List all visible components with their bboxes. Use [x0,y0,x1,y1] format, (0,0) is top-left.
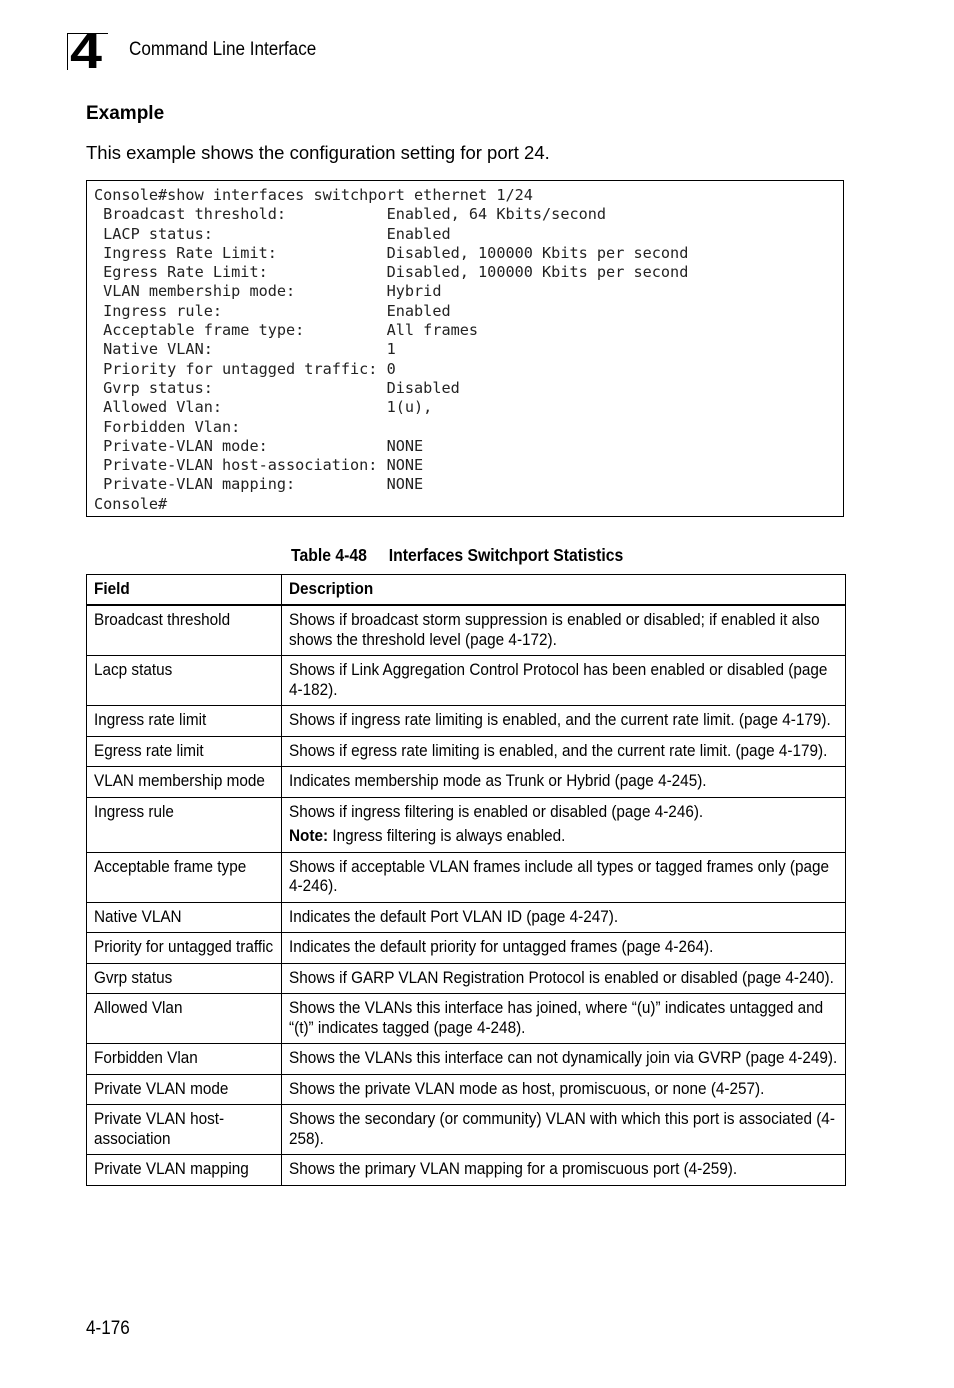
description-cell: Shows if acceptable VLAN frames include all types or tagged frames only (page 4-246). [282,852,846,902]
code-line: Console# [94,494,168,513]
table-row [87,963,846,994]
chapter-title: Command Line Interface [129,39,317,60]
note-text: Ingress filtering is always enabled. [328,826,566,845]
table-row [87,994,846,1044]
code-example [86,180,844,517]
code-line: Ingress Rate Limit: Disabled, 100000 Kbits per second [94,243,689,262]
code-line: Console#show interfaces switchport ethernet 1/24 [94,186,533,204]
field-cell: Forbidden Vlan [87,1044,282,1075]
note-label: Note: [289,826,329,845]
code-line: VLAN membership mode: Hybrid [94,282,442,301]
column-header-field: Field [87,575,282,606]
table-row [87,767,846,798]
description-cell: Indicates the default Port VLAN ID (page 4-247). [282,902,846,933]
table-row [87,902,846,933]
field-cell: Private VLAN host-association [87,1105,282,1155]
code-line: Private-VLAN host-association: NONE [94,456,424,475]
table-row [87,605,846,656]
table-row [87,1074,846,1105]
description-cell: Indicates membership mode as Trunk or Hybrid (page 4-245). [282,767,846,798]
field-cell: Allowed Vlan [87,994,282,1044]
code-line: Broadcast threshold: Enabled, 64 Kbits/second [94,205,607,224]
description-cell [282,797,846,852]
table-header-row [87,575,846,606]
chapter-number: 4 [70,23,101,79]
field-cell: Gvrp status [87,963,282,994]
description-cell: Shows the VLANs this interface can not dynamically join via GVRP (page 4-249). [282,1044,846,1075]
description-cell: Shows if ingress rate limiting is enabled, and the current rate limit. (page 4-179). [282,706,846,737]
code-line: Native VLAN: 1 [94,340,396,359]
field-cell: Ingress rate limit [87,706,282,737]
table-row [87,706,846,737]
description-cell: Shows the secondary (or community) VLAN with which this port is associated (4-258). [282,1105,846,1155]
description-cell: Shows if egress rate limiting is enabled, and the current rate limit. (page 4-179). [282,736,846,767]
table-row [87,933,846,964]
code-line: Ingress rule: Enabled [94,301,451,320]
code-line: Acceptable frame type: All frames [94,321,479,340]
description-cell: Shows the primary VLAN mapping for a promiscuous port (4-259). [282,1155,846,1186]
field-cell: Private VLAN mapping [87,1155,282,1186]
code-line: Allowed Vlan: 1(u), [94,398,433,417]
field-cell: Priority for untagged traffic [87,933,282,964]
code-line: Gvrp status: Disabled [94,378,460,397]
field-cell: VLAN membership mode [87,767,282,798]
code-line: Forbidden Vlan: [94,417,241,436]
description-cell: Shows the VLANs this interface has joined, where “(u)” indicates untagged and “(t)” indicates tagged (page 4-248). [282,994,846,1044]
description-cell: Shows if GARP VLAN Registration Protocol is enabled or disabled (page 4-240). [282,963,846,994]
note [289,826,844,846]
field-cell: Ingress rule [87,797,282,852]
column-header-description: Description [282,575,846,606]
code-line: LACP status: Enabled [94,224,451,243]
table-row [87,797,846,852]
intro-paragraph: This example shows the configuration setting for port 24. [86,142,550,163]
code-line: Priority for untagged traffic: 0 [94,359,396,378]
description-text: Shows if ingress filtering is enabled or disabled (page 4-246). [289,801,704,821]
field-cell: Lacp status [87,656,282,706]
field-cell: Private VLAN mode [87,1074,282,1105]
table-row [87,736,846,767]
description-cell: Shows if broadcast storm suppression is enabled or disabled; if enabled it also shows the threshold level (page 4-172). [282,605,846,656]
field-cell: Acceptable frame type [87,852,282,902]
field-cell: Native VLAN [87,902,282,933]
code-line: Egress Rate Limit: Disabled, 100000 Kbits per second [94,263,689,282]
description-cell: Indicates the default priority for untagged frames (page 4-264). [282,933,846,964]
section-heading: Example [86,103,165,124]
field-cell: Broadcast threshold [87,605,282,656]
description-cell: Shows if Link Aggregation Control Protocol has been enabled or disabled (page 4-182). [282,656,846,706]
code-line: Private-VLAN mode: NONE [94,436,424,455]
table-row [87,1105,846,1155]
field-cell: Egress rate limit [87,736,282,767]
table-row [87,852,846,902]
table-row [87,1044,846,1075]
switchport-statistics-table [86,574,846,1186]
table-row [87,1155,846,1186]
table-caption: Table 4-48 Interfaces Switchport Statistics [291,545,624,565]
page-number: 4-176 [86,1318,130,1339]
description-cell: Shows the private VLAN mode as host, promiscuous, or none (4-257). [282,1074,846,1105]
table-row [87,656,846,706]
code-line: Private-VLAN mapping: NONE [94,475,424,494]
